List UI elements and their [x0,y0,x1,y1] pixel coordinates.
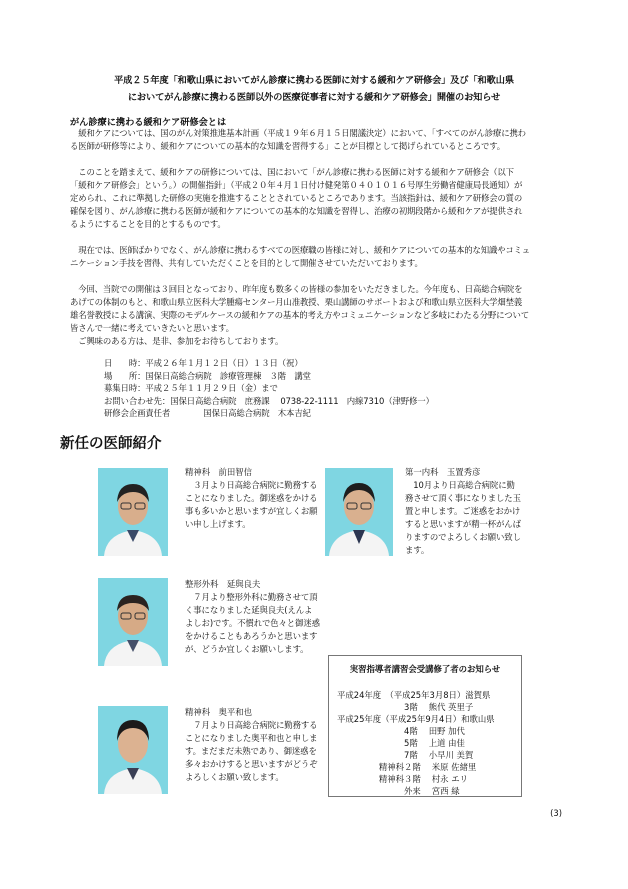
doctor-photo-tamaki [325,468,393,556]
section-heading: がん診療に携わる緩和ケア研修会とは [70,117,227,128]
notice-line: 4階 田野 加代 [337,726,465,736]
doctor-photo-enyo [98,578,168,666]
event-place: 場 所：国保日高総合病院 診療管理棟 ３階 講堂 [104,370,311,381]
person-photo-icon [98,468,168,556]
new-doctors-heading: 新任の医師紹介 [60,436,162,452]
doctor-name: 整形外科 延與良夫 [185,579,261,589]
person-photo-icon [98,578,168,666]
notice-line: 7階 小早川 美賀 [337,750,474,760]
doctor-message: ７月より整形外科に勤務させて頂く事になりました延與良夫(えんよ よしお)です。不慣れで色々と御迷惑をかけることもあろうかと思いますが、どうか宜しくお願いします。 [185,592,321,654]
notice-line: 平成24年度 （平成25年3月8日）滋賀県 [337,690,491,700]
person-photo-icon [98,706,168,794]
event-contact: お問い合わせ先：国保日高総合病院 庶務課 0738-22-1111 内線7310（津野修一） [104,395,434,406]
event-responsible: 研修会企画責任者 国保日高総合病院 木本吉紀 [104,408,311,418]
event-deadline: 募集日時：平成２５年１１月２９日（金）まで [104,383,278,393]
event-date: 日 時：平成２６年１月１２日（日）１３日（祝） [104,358,303,368]
doctor-name: 精神科 奥平和也 [185,707,252,717]
notice-line: 精神科２階 米原 佐緒里 [337,762,477,772]
doctor-maeda [185,466,320,531]
doctor-okudaira [185,706,320,784]
doctor-message: ３月より日高総合病院に勤務することになりました。御迷惑をかける事も多いかと思いますが宜しくお願い申し上げます。 [185,480,318,529]
training-completion-notice [328,655,522,797]
paragraph-3: 現在では、医師ばかりでなく、がん診療に携わるすべての医療職の皆様に対し、緩和ケアについての基本的な知識やコミュニケーション手技を習得、共有していただくことを目的として開催させていただいております。 [70,245,530,268]
page-title-line2: においてがん診療に携わる医師以外の医療従事者に対する緩和ケア研修会」開催のお知らせ [127,92,501,103]
page-title [60,72,568,106]
doctor-photo-maeda [98,468,168,556]
page-title-line1: 平成２５年度「和歌山県においてがん診療に携わる医師に対する緩和ケア研修会」及び「和歌山県 [114,75,514,86]
notice-line: 平成25年度（平成25年9月4日）和歌山県 [337,714,495,724]
person-photo-icon [325,468,393,556]
doctor-name: 第一内科 玉置秀彦 [405,467,481,477]
notice-line: 精神科３階 村永 エリ [337,774,468,784]
event-info [104,357,434,420]
notice-line: 外来 宮西 緑 [337,786,460,796]
doctor-message: 10月より日高総合病院に勤務させて頂く事になりました玉置と申します。ご迷惑をおかけすると思いますが精一杯がんばりますのでよろしくお願い致します。 [405,480,521,555]
paragraph-4: 今回、当院での開催は３回目となっており、昨年度も数多くの皆様の参加をいただきました。今年度も、日高総合病院をあげての体制のもと、和歌山県立医科大学腫瘍センター月山准教授、栗山講師のサポートおよび和歌山県立医科大学畑埜義雄名誉教授による講演、実際のモデルケースの緩和ケアの基本的考え方やコミュニケーションなど多岐にわたる分野について皆さんで一緒に考えていきたいと思います。 [70,284,529,333]
paragraph-1: 緩和ケアについては、国のがん対策推進基本計画（平成１９年６月１５日閣議決定）において、「すべてのがん診療に携わる医師が研修等により、緩和ケアについての基本的な知識を習得する」ことが目標として掲げられているところです。 [70,128,526,151]
notice-title: 実習指導者講習会受講修了者のお知らせ [349,664,501,674]
doctor-name: 精神科 前田智信 [185,467,252,477]
paragraph-5: ご興味のある方は、是非、参加をお待ちしております。 [70,336,284,346]
page-number: (3) [550,808,562,818]
doctor-message: ７月より日高総合病院に勤務することになりました奥平和也と申します。まだまだ未熟であり、御迷惑を多々おかけすると思いますがどうぞよろしくお願い致します。 [185,720,318,782]
doctor-photo-okudaira [98,706,168,794]
notice-line: 5階 上道 由佳 [337,738,465,748]
doctor-tamaki [405,466,523,557]
doctor-enyo [185,578,320,656]
notice-line: 3階 熊代 英里子 [337,702,474,712]
paragraph-2: このことを踏まえて、緩和ケアの研修については、国において「がん診療に携わる医師に対する緩和ケア研修会（以下「緩和ケア研修会」という。）の開催指針」（平成２０年４月１日付け健発第０４０１０１６号厚生労働省健康局長通知）が定められ、これに準拠した研修の実施を推進することとされているところであります。当該指針は、緩和ケア研修会の質の確保を図り、がん診療に携わる医師が緩和ケアについての基本的な知識を習得し、治療の初期段階から緩和ケアが提供されるようにすることを目的とするものです。 [70,167,523,229]
